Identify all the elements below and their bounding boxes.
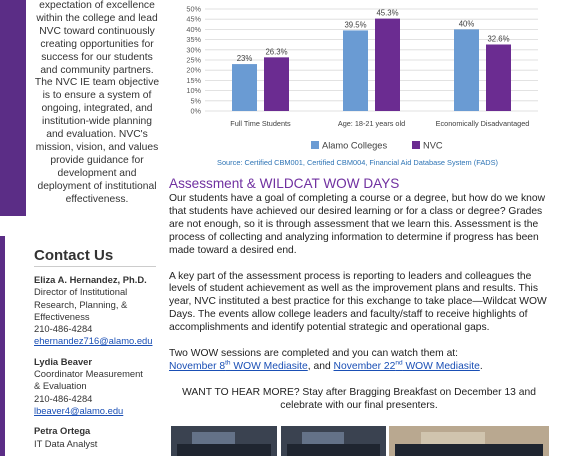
intro-line: and evaluation. NVC's [46, 129, 148, 141]
bar-data-label: 23% [236, 54, 253, 64]
legend-swatch [311, 141, 319, 149]
event-photo-2 [281, 426, 386, 456]
bar [343, 30, 368, 111]
contact-email-link[interactable]: lbeaver4@alamo.edu [34, 404, 124, 416]
bar [454, 29, 479, 111]
x-category-label: Economically Disadvantaged [435, 119, 530, 128]
event-photo-3 [389, 426, 549, 456]
want-to-hear-more: WANT TO HEAR MORE? Stay after Bragging Breakfast on December 13 and celebrate with our final presenters. [182, 386, 536, 411]
contact-detail: & Evaluation [34, 380, 87, 392]
article-paragraph-1: Our students have a goal of completing a course or a degree, but how do we know that students have achieved our desired learning or for a class or degree? Grades are not enough, so it is through assessment that we learn this. Assessment is the process of collecting and analyzing information to determine if progress has been made toward a desired end. [169, 193, 546, 256]
november-22-mediasite-link[interactable]: November 22nd WOW Mediasite [333, 359, 480, 372]
bar-data-label: 45.3% [376, 8, 399, 18]
bar-chart-svg [173, 0, 542, 158]
intro-line: and community partners. [40, 64, 154, 76]
legend-label: NVC [423, 140, 443, 151]
y-tick-label: 25% [186, 55, 201, 65]
y-tick-label: 20% [186, 65, 201, 75]
y-tick-label: 35% [186, 35, 201, 45]
article [169, 176, 549, 413]
legend-label: Alamo Colleges [322, 140, 388, 151]
contact-detail: Coordinator Measurement [34, 368, 143, 380]
mediasite-links: November 8th WOW Mediasite, and November 22nd WOW Mediasite. [169, 359, 483, 372]
bar-chart [173, 0, 542, 158]
x-category-label: Age: 18-21 years old [337, 119, 406, 128]
contact-detail: 210-486-4284 [34, 392, 93, 404]
chart-source: Source: Certified CBM001, Certified CBM004, Financial Aid Database System (FADS) [217, 158, 498, 167]
sidebar-accent-bar-lower [0, 236, 5, 456]
intro-line: success for our students [41, 51, 153, 63]
contact-detail: Effectiveness [34, 310, 90, 322]
november-8-mediasite-link[interactable]: November 8th WOW Mediasite [169, 359, 308, 372]
bar [375, 19, 400, 111]
contact-detail: Research, Planning, & [34, 298, 128, 310]
sidebar [0, 0, 165, 456]
y-tick-label: 15% [186, 75, 201, 85]
article-paragraph-2: A key part of the assessment process is reporting to leaders and colleagues the levels of student achievement as well as the improvement plans and results. This year, NVC instituted a best practice for this exchange to take place—Wildcat WOW Days. The events allow college leaders and faculty/staff to receive highlights of accomplishments and identify potential strategic and operational gaps. [169, 270, 547, 334]
contact-title: Contact Us [34, 247, 114, 264]
bar-data-label: 39.5% [344, 20, 367, 30]
contact-name: Lydia Beaver [34, 355, 93, 367]
contact-card [34, 356, 166, 417]
intro-line: is to ensure a system of [42, 90, 152, 102]
intro-line: effectiveness. [65, 193, 129, 205]
y-tick-label: 10% [186, 86, 201, 96]
y-tick-label: 50% [186, 4, 201, 14]
contact-email-link[interactable]: ehernandez716@alamo.edu [34, 335, 153, 347]
legend-swatch [412, 141, 420, 149]
contact-list [34, 274, 166, 456]
contact-name: Petra Ortega [34, 425, 91, 437]
y-tick-label: 40% [186, 24, 201, 34]
bar-data-label: 32.6% [487, 34, 510, 44]
contact-card [34, 274, 166, 348]
event-photo-1 [171, 426, 277, 456]
intro-line: deployment of institutional [37, 180, 157, 192]
intro-line: institution-wide planning [42, 116, 152, 128]
intro-line: provide guidance for [50, 154, 144, 166]
y-tick-label: 5% [190, 96, 201, 106]
intro-line: The NVC IE team objective [34, 77, 160, 89]
contact-card [34, 425, 166, 450]
article-heading: Assessment & WILDCAT WOW DAYS [169, 176, 400, 191]
sidebar-accent-bar [0, 0, 26, 216]
contact-detail: 210-486-4284 [34, 323, 93, 335]
intro-line: mission, vision, and values [35, 141, 159, 153]
y-tick-label: 45% [186, 14, 201, 24]
intro-line: NVC toward continuously [39, 25, 155, 37]
ie-intro-text [32, 0, 162, 207]
x-category-label: Full Time Students [230, 119, 291, 128]
bar-data-label: 26.3% [265, 47, 288, 57]
y-tick-label: 0% [190, 106, 201, 116]
mediasite-intro: Two WOW sessions are completed and you can watch them at: [169, 348, 459, 360]
article-paragraph-3 [169, 348, 549, 374]
intro-line: creating opportunities for [40, 38, 154, 50]
intro-line: expectation of excellence [39, 0, 155, 11]
intro-line: ongoing, integrated, and [41, 103, 153, 115]
intro-line: development and [57, 167, 137, 179]
contact-name: Eliza A. Hernandez, Ph.D. [34, 274, 147, 285]
contact-detail: IT Data Analyst [34, 437, 98, 449]
y-tick-label: 30% [186, 45, 201, 55]
contact-divider [34, 266, 156, 267]
contact-detail: Director of Institutional [34, 286, 128, 298]
bar-data-label: 40% [458, 19, 475, 29]
bar [486, 44, 511, 111]
bar [232, 64, 257, 111]
intro-line: within the college and lead [36, 12, 158, 24]
bar [264, 57, 289, 111]
